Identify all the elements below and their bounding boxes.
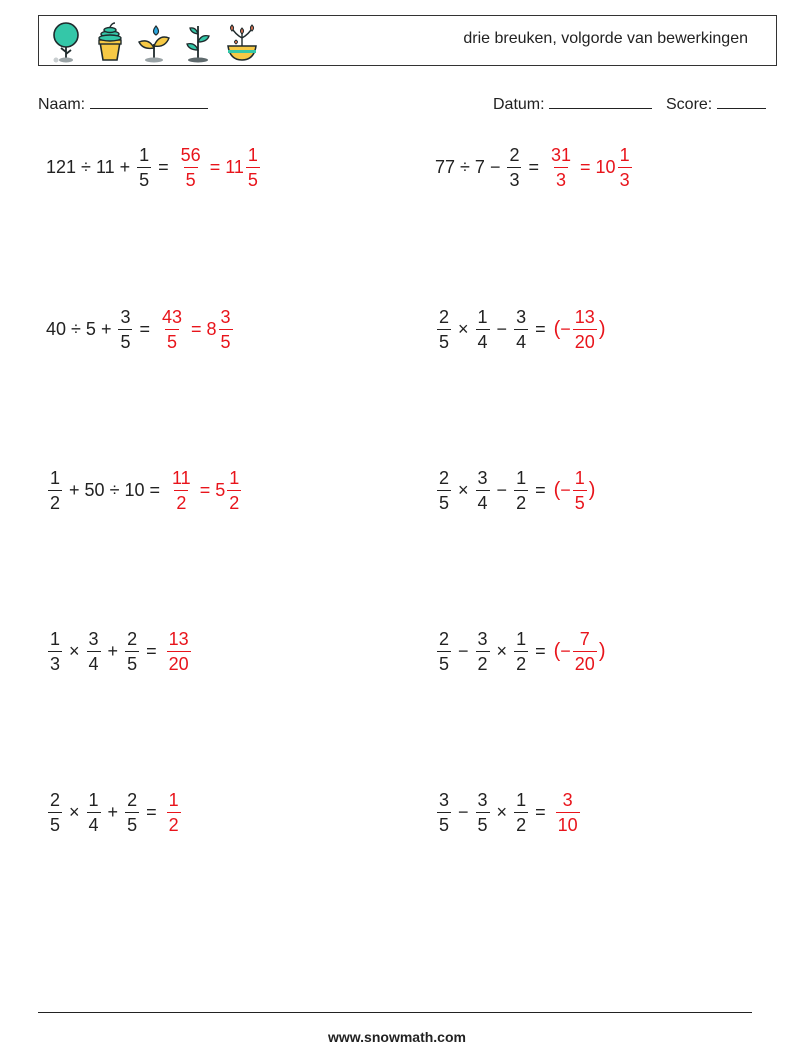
number: 50 (84, 479, 105, 500)
denominator: 3 (48, 651, 62, 673)
operator: = (535, 640, 546, 661)
problem-9 (46, 787, 183, 837)
problem-6 (435, 465, 595, 515)
operator: = (191, 318, 202, 339)
number: − (560, 640, 571, 661)
fraction (549, 146, 573, 189)
header-icons (47, 20, 261, 64)
problem-answer (547, 146, 634, 189)
denominator: 5 (118, 329, 132, 351)
numerator: 3 (477, 628, 488, 649)
fraction (246, 146, 260, 189)
denominator: 2 (48, 490, 62, 512)
numerator: 1 (619, 144, 630, 165)
operator: + (107, 801, 119, 822)
numerator: 2 (439, 628, 450, 649)
numerator: 3 (120, 306, 131, 327)
operator: = (146, 640, 157, 661)
problem-4 (435, 304, 605, 354)
problem-1 (46, 142, 262, 192)
numerator: 11 (172, 467, 191, 488)
problem-answer (165, 791, 183, 834)
numerator: 2 (127, 628, 138, 649)
fraction (514, 630, 528, 673)
numerator: 1 (516, 628, 527, 649)
problem-answer (554, 630, 606, 673)
problem-expression (435, 146, 544, 189)
number: 8 (206, 318, 217, 339)
fraction (476, 630, 490, 673)
fraction (125, 791, 139, 834)
operator: × (69, 640, 80, 661)
operator: + (100, 318, 112, 339)
potted-plant-icon (91, 20, 129, 64)
problem-expression (46, 630, 162, 673)
number: 10 (124, 479, 145, 500)
flower-pot-icon (223, 20, 261, 64)
numerator: 7 (579, 628, 590, 649)
fraction (160, 308, 184, 351)
problem-answer (177, 146, 262, 189)
fraction (48, 630, 62, 673)
fraction (618, 146, 632, 189)
numerator: 1 (574, 467, 585, 488)
name-line (90, 93, 208, 109)
fraction (437, 630, 451, 673)
denominator: 2 (227, 490, 241, 512)
footer-divider (38, 1012, 752, 1013)
fraction (437, 308, 451, 351)
fraction (170, 469, 193, 512)
numerator: 1 (516, 789, 527, 810)
number: − (560, 479, 571, 500)
number: 10 (595, 156, 616, 177)
numerator: 56 (180, 144, 201, 165)
denominator: 5 (437, 651, 451, 673)
problem-expression (435, 308, 551, 351)
footer-url: www.snowmath.com (328, 1029, 466, 1045)
operator: ÷ (109, 479, 120, 500)
denominator: 2 (167, 812, 181, 834)
problem-answer (158, 308, 235, 351)
operator: × (458, 479, 469, 500)
numerator: 3 (562, 789, 573, 810)
operator: × (496, 801, 508, 822)
fraction (125, 630, 139, 673)
fraction (167, 630, 191, 673)
number: 121 (46, 156, 77, 177)
fraction (48, 469, 62, 512)
score-line (717, 93, 766, 109)
numerator: 3 (439, 789, 450, 810)
denominator: 20 (573, 651, 597, 673)
problem-5 (46, 465, 243, 515)
fraction (437, 791, 451, 834)
number: 5 (215, 479, 226, 500)
denominator: 4 (476, 329, 490, 351)
denominator: 5 (137, 167, 151, 189)
problem-7 (46, 626, 193, 676)
denominator: 4 (476, 490, 490, 512)
sprout-icon (179, 20, 217, 64)
numerator: 1 (516, 467, 527, 488)
fraction (573, 630, 597, 673)
numerator: 2 (127, 789, 138, 810)
problem-8 (435, 626, 605, 676)
date-field (493, 93, 652, 114)
operator: − (496, 479, 508, 500)
denominator: 5 (48, 812, 62, 834)
fraction (137, 146, 151, 189)
fraction (87, 791, 101, 834)
operator: = (158, 156, 169, 177)
problem-answer (554, 469, 596, 512)
operator: = (528, 156, 539, 177)
fraction (48, 791, 62, 834)
fraction (573, 469, 587, 512)
fraction (573, 308, 597, 351)
date-label: Datum: (493, 96, 545, 113)
operator: = (535, 479, 546, 500)
numerator: 3 (477, 467, 488, 488)
parenthesis: ( (553, 478, 561, 501)
fraction (227, 469, 241, 512)
fraction (179, 146, 203, 189)
denominator: 4 (514, 329, 528, 351)
worksheet-title: drie breuken, volgorde van bewerkingen (463, 30, 748, 47)
problem-expression (435, 630, 551, 673)
denominator: 5 (125, 812, 139, 834)
operator: + (119, 156, 131, 177)
numerator: 13 (168, 628, 189, 649)
denominator: 10 (556, 812, 580, 834)
number: − (560, 318, 571, 339)
fraction (514, 469, 528, 512)
numerator: 1 (139, 144, 150, 165)
fraction (219, 308, 233, 351)
problem-2 (435, 142, 634, 192)
operator: − (496, 318, 508, 339)
operator: = (535, 801, 546, 822)
fraction (167, 791, 181, 834)
operator: = (535, 318, 546, 339)
operator: + (107, 640, 119, 661)
operator: = (139, 318, 150, 339)
parenthesis: ) (598, 317, 606, 340)
numerator: 2 (509, 144, 520, 165)
numerator: 1 (50, 467, 61, 488)
numerator: 31 (550, 144, 572, 165)
operator: = (199, 479, 211, 500)
problem-answer (554, 791, 582, 834)
denominator: 3 (507, 167, 521, 189)
operator: × (458, 318, 469, 339)
parenthesis: ( (553, 639, 561, 662)
denominator: 2 (514, 812, 528, 834)
problem-expression (46, 469, 165, 512)
name-field (38, 93, 208, 114)
numerator: 2 (50, 789, 61, 810)
score-field (666, 93, 766, 114)
tree-icon (47, 20, 85, 64)
denominator: 20 (167, 651, 191, 673)
problem-expression (46, 146, 174, 189)
fraction (476, 308, 490, 351)
denominator: 4 (87, 651, 101, 673)
numerator: 3 (220, 306, 231, 327)
numerator: 1 (88, 789, 99, 810)
denominator: 3 (554, 167, 568, 189)
numerator: 3 (516, 306, 527, 327)
operator: ÷ (71, 318, 81, 339)
denominator: 5 (437, 812, 451, 834)
fraction (556, 791, 580, 834)
operator: + (69, 479, 80, 500)
denominator: 3 (618, 167, 632, 189)
denominator: 5 (437, 329, 451, 351)
operator: = (146, 801, 157, 822)
denominator: 2 (514, 651, 528, 673)
date-line (549, 93, 652, 109)
fraction (437, 469, 451, 512)
numerator: 1 (50, 628, 61, 649)
number: 7 (474, 156, 485, 177)
denominator: 20 (573, 329, 597, 351)
fraction (87, 630, 101, 673)
denominator: 5 (573, 490, 587, 512)
denominator: 5 (246, 167, 260, 189)
denominator: 2 (476, 651, 490, 673)
numerator: 1 (477, 306, 488, 327)
problem-expression (435, 791, 551, 834)
denominator: 5 (437, 490, 451, 512)
fraction (118, 308, 132, 351)
parenthesis: ) (588, 478, 596, 501)
denominator: 5 (184, 167, 198, 189)
numerator: 2 (439, 306, 450, 327)
number: 5 (85, 318, 96, 339)
denominator: 2 (514, 490, 528, 512)
operator: − (458, 640, 469, 661)
operator: ÷ (460, 156, 470, 177)
denominator: 4 (87, 812, 101, 834)
denominator: 5 (219, 329, 233, 351)
fraction (507, 146, 521, 189)
operator: − (489, 156, 501, 177)
fraction (476, 791, 490, 834)
fraction (514, 791, 528, 834)
problem-answer (168, 469, 243, 512)
problem-expression (46, 308, 155, 351)
numerator: 3 (477, 789, 488, 810)
number: 40 (46, 318, 67, 339)
operator: × (496, 640, 508, 661)
problem-3 (46, 304, 235, 354)
numerator: 3 (88, 628, 99, 649)
operator: − (458, 801, 469, 822)
problem-answer (554, 308, 606, 351)
numerator: 2 (439, 467, 450, 488)
numerator: 43 (161, 306, 183, 327)
numerator: 1 (247, 144, 258, 165)
problem-answer (165, 630, 193, 673)
fraction (514, 308, 528, 351)
parenthesis: ) (598, 639, 606, 662)
problem-10 (435, 787, 582, 837)
name-label: Naam: (38, 96, 86, 113)
numerator: 1 (229, 467, 240, 488)
operator: = (580, 156, 591, 177)
problem-expression (435, 469, 551, 512)
denominator: 5 (476, 812, 490, 834)
number: 11 (225, 156, 244, 177)
number: 77 (435, 156, 456, 177)
watering-plant-icon (135, 20, 173, 64)
fraction (476, 469, 490, 512)
denominator: 5 (165, 329, 179, 351)
parenthesis: ( (553, 317, 561, 340)
worksheet-header (38, 15, 777, 66)
operator: ÷ (81, 156, 91, 177)
number: 11 (95, 156, 115, 177)
operator: = (209, 156, 221, 177)
denominator: 5 (125, 651, 139, 673)
operator: × (69, 801, 80, 822)
problem-expression (46, 791, 162, 834)
numerator: 1 (168, 789, 179, 810)
score-label: Score: (666, 96, 713, 113)
denominator: 2 (174, 490, 188, 512)
numerator: 13 (574, 306, 595, 327)
operator: = (149, 479, 160, 500)
